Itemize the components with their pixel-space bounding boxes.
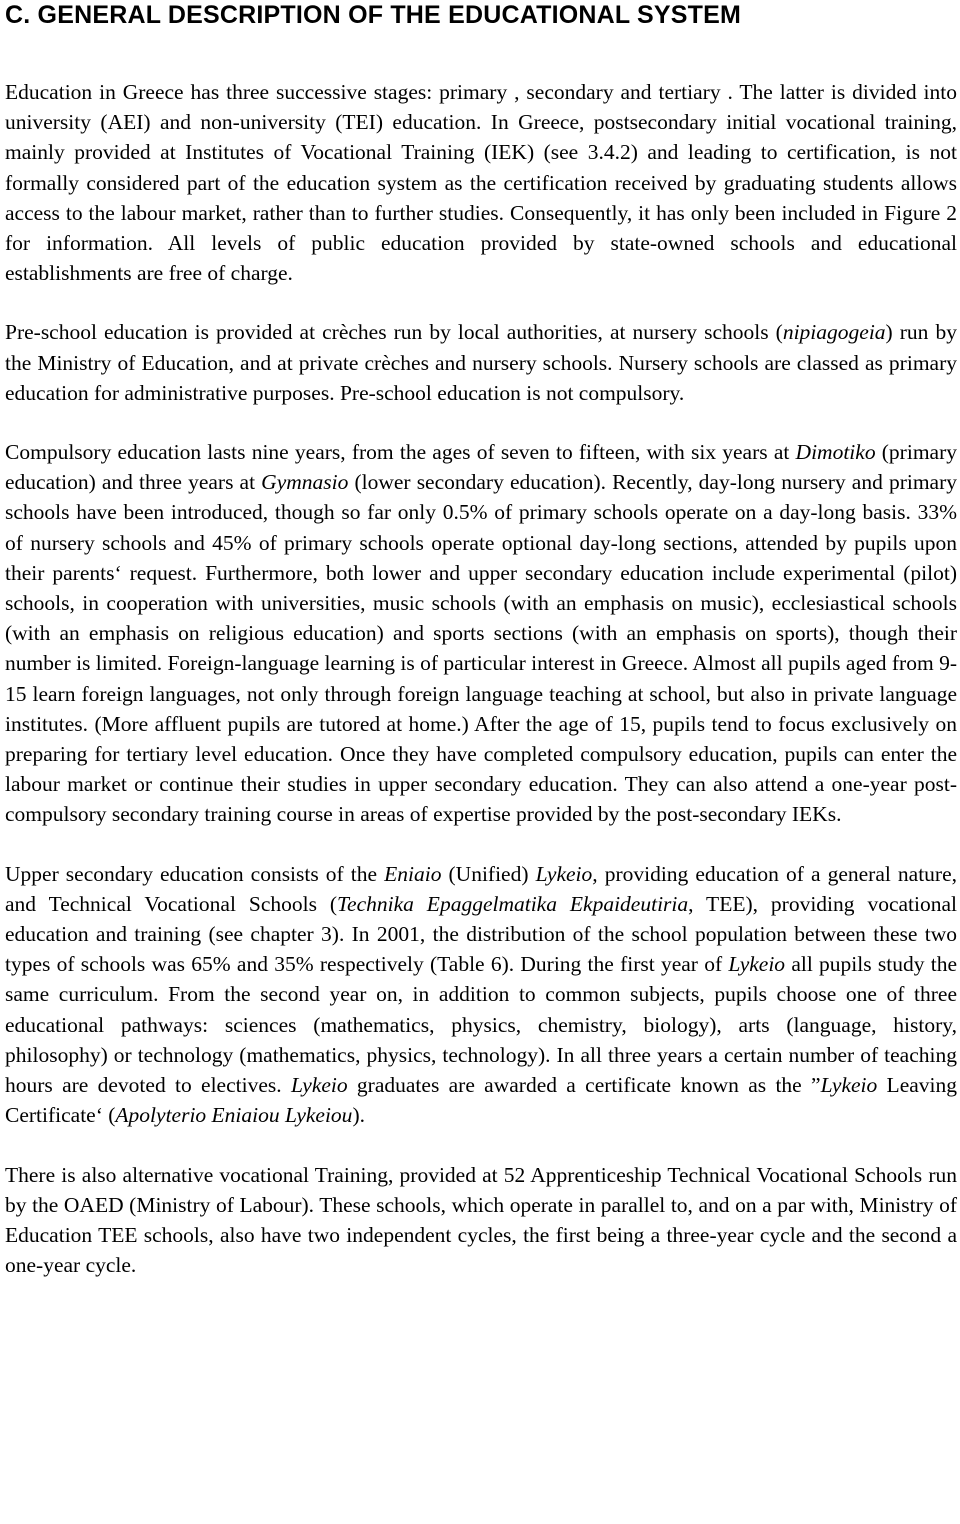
section-heading: C. GENERAL DESCRIPTION OF THE EDUCATIONAL SYSTEM (5, 1, 742, 29)
italic-term: Lykeio (728, 952, 786, 977)
paragraph-upper-secondary (5, 859, 957, 1131)
paragraph-overview (5, 77, 957, 288)
italic-term: Lykeio, (535, 861, 598, 886)
paragraph-text: Pre-school education is provided at crèches run by local authorities, at nursery schools ( (5, 320, 783, 345)
paragraph-text: (primary education) and three years at (5, 440, 957, 495)
paragraph-text: Upper secondary education consists of the (5, 861, 385, 886)
paragraph-text: There is also alternative vocational Training, provided at 52 Apprenticeship Technical Vocational Schools run by the OAED (Ministry of Labour). These schools, which operate in parallel to, and on a par with, Ministry of Education TEE schools, also have two independent cycles, the first being a three-year cycle and the second a one-year cycle. (5, 1162, 957, 1278)
paragraph-text: Compulsory education lasts nine years, from the ages of seven to fifteen, with six years at (5, 440, 796, 465)
paragraph-text: all pupils study the same curriculum. From the second year on, in addition to common subjects, pupils choose one of three educational pathways: sciences (mathematics, physics, chemistry, biology), arts (language, history, philosophy) or technology (mathematics, physics, technology). In all three years a certain number of teaching hours are devoted to electives. (5, 952, 957, 1098)
paragraph-text: ). (352, 1103, 365, 1128)
paragraph-preschool (5, 317, 957, 408)
paragraph-apprenticeship (5, 1160, 957, 1281)
italic-term: nipiagogeia (782, 320, 886, 345)
paragraph-text: Education in Greece has three successive stages: primary , secondary and tertiary . The latter is divided into university (AEI) and non-university (TEI) education. In Greece, postsecondary initial vocational training, mainly provided at Institutes of Vocational Training (IEK) (see 3.4.2) and leading to certification, is not formally considered part of the education system as the certification received by graduating students allows access to the labour market, rather than to further studies. Consequently, it has only been included in Figure 2 for information. All levels of public education provided by state-owned schools and educational establishments are free of charge. (5, 80, 957, 286)
paragraph-text: Leaving Certificate‘ ( (5, 1073, 958, 1128)
paragraph-text: ) run by the Ministry of Education, and at private crèches and nursery schools. Nursery schools are classed as primary education for administrative purposes. Pre-school education is not compulsory. (5, 320, 957, 405)
italic-term: Apolyterio Eniaiou Lykeiou (115, 1103, 353, 1128)
italic-term: Gymnasio (261, 470, 349, 495)
italic-term: Eniaio (384, 861, 442, 886)
paragraph-text: , TEE), providing vocational education and training (see chapter 3). In 2001, the distribution of the school population between these two types of schools was 65% and 35% respectively (Table 6). During the first year of (5, 891, 958, 977)
italic-term: Dimotiko (795, 440, 876, 465)
paragraph-text: (Unified) (441, 861, 536, 886)
italic-term: Lykeio (820, 1073, 878, 1098)
paragraph-text: (lower secondary education). Recently, day-long nursery and primary schools have been introduced, though so far only 0.5% of primary schools operate on a day-long basis. 33% of nursery schools and 45% of primary schools operate optional day-long sections, attended by pupils upon their parents‘ request. Furthermore, both lower and upper secondary education include experimental (pilot) schools, in cooperation with universities, music schools (with an emphasis on music), ecclesiastical schools (with an emphasis on religious education) and sports sections (with an emphasis on sports), though their number is limited. Foreign-language learning is of particular interest in Greece. Almost all pupils aged from 9-15 learn foreign languages, not only through foreign language teaching at school, but also in private language institutes. (More affluent pupils are tutored at home.) After the age of 15, pupils tend to focus exclusively on preparing for tertiary level education. Once they have completed compulsory education, pupils can enter the labour market or continue their studies in upper secondary education. They can also attend a one-year post-compulsory secondary training course in areas of expertise provided by the post-secondary IEKs. (5, 470, 958, 827)
paragraph-compulsory (5, 437, 957, 830)
document-page (5, 0, 957, 1280)
italic-term: Lykeio (290, 1073, 348, 1098)
italic-term: Technika Epaggelmatika Ekpaideutiria (337, 891, 689, 916)
paragraph-text: providing education of a general nature, and Technical Vocational Schools ( (5, 861, 957, 916)
paragraph-text: graduates are awarded a certificate known as the ” (347, 1073, 821, 1098)
